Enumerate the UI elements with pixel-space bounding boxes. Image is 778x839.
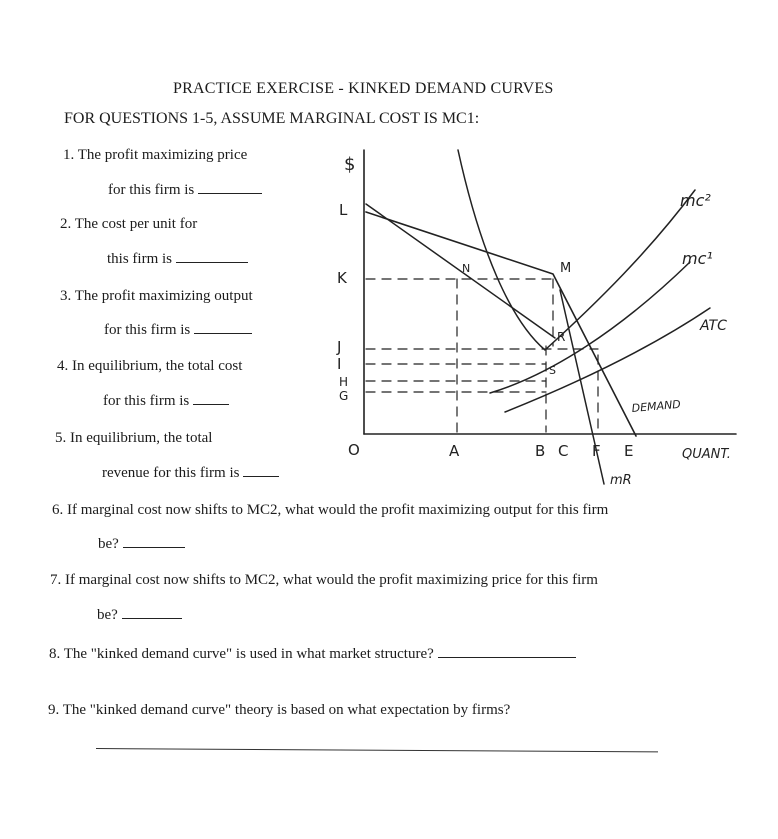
- point-label-s: S: [549, 364, 556, 377]
- question-7-line1: 7. If marginal cost now shifts to MC2, what would the profit maximizing price for this firm: [50, 572, 598, 588]
- question-3-line1: 3. The profit maximizing output: [60, 288, 253, 304]
- quantity-label-f: F: [592, 442, 601, 460]
- price-label-l: L: [339, 201, 348, 219]
- point-label-m: M: [560, 261, 572, 276]
- question-6-text: be?: [98, 536, 119, 552]
- quantity-label-a: A: [449, 442, 460, 460]
- price-label-i: I: [337, 355, 342, 373]
- question-3-text: for this firm is: [104, 322, 191, 338]
- quantity-label-b: B: [535, 442, 546, 460]
- question-4-line1: 4. In equilibrium, the total cost: [57, 358, 243, 374]
- demand-curve: [366, 212, 636, 436]
- question-1-text: for this firm is: [108, 182, 195, 198]
- question-6-line1: 6. If marginal cost now shifts to MC2, what would the profit maximizing output for this firm: [52, 502, 609, 518]
- quantity-label-c: C: [558, 442, 569, 460]
- mc1-label: mc¹: [682, 249, 713, 268]
- y-axis-label: $: [344, 154, 356, 175]
- question-5-line1: 5. In equilibrium, the total: [55, 430, 213, 446]
- question-7-text: be?: [97, 607, 118, 623]
- price-label-g: G: [339, 389, 349, 403]
- point-label-n: N: [462, 262, 471, 275]
- atc-label: ATC: [700, 318, 727, 334]
- marginal-revenue-upper: [366, 204, 555, 338]
- mr-label: mR: [610, 473, 632, 488]
- question-2-line1: 2. The cost per unit for: [60, 216, 198, 232]
- quantity-label-e: E: [624, 442, 634, 460]
- page-title: PRACTICE EXERCISE - KINKED DEMAND CURVES: [173, 80, 554, 97]
- price-label-j: J: [337, 338, 342, 356]
- question-4-text: for this firm is: [103, 393, 190, 409]
- origin-label: O: [348, 441, 360, 459]
- instructions-subtitle: FOR QUESTIONS 1-5, ASSUME MARGINAL COST IS MC1:: [64, 110, 480, 127]
- price-label-h: H: [339, 375, 349, 389]
- question-9-line1: 9. The "kinked demand curve" theory is based on what expectation by firms?: [48, 702, 511, 718]
- question-5-text: revenue for this firm is: [102, 465, 240, 481]
- x-axis-label: QUANT.: [682, 447, 731, 462]
- mc1-curve: [490, 262, 690, 393]
- question-8-text: 8. The "kinked demand curve" is used in what market structure?: [49, 646, 434, 662]
- mc2-curve: [458, 150, 695, 350]
- question-1-line1: 1. The profit maximizing price: [63, 147, 248, 163]
- mc2-label: mc²: [680, 191, 711, 210]
- demand-label: DEMAND: [631, 397, 682, 415]
- point-label-r: R: [557, 330, 566, 344]
- price-label-k: K: [337, 269, 347, 287]
- question-2-text: this firm is: [107, 251, 173, 267]
